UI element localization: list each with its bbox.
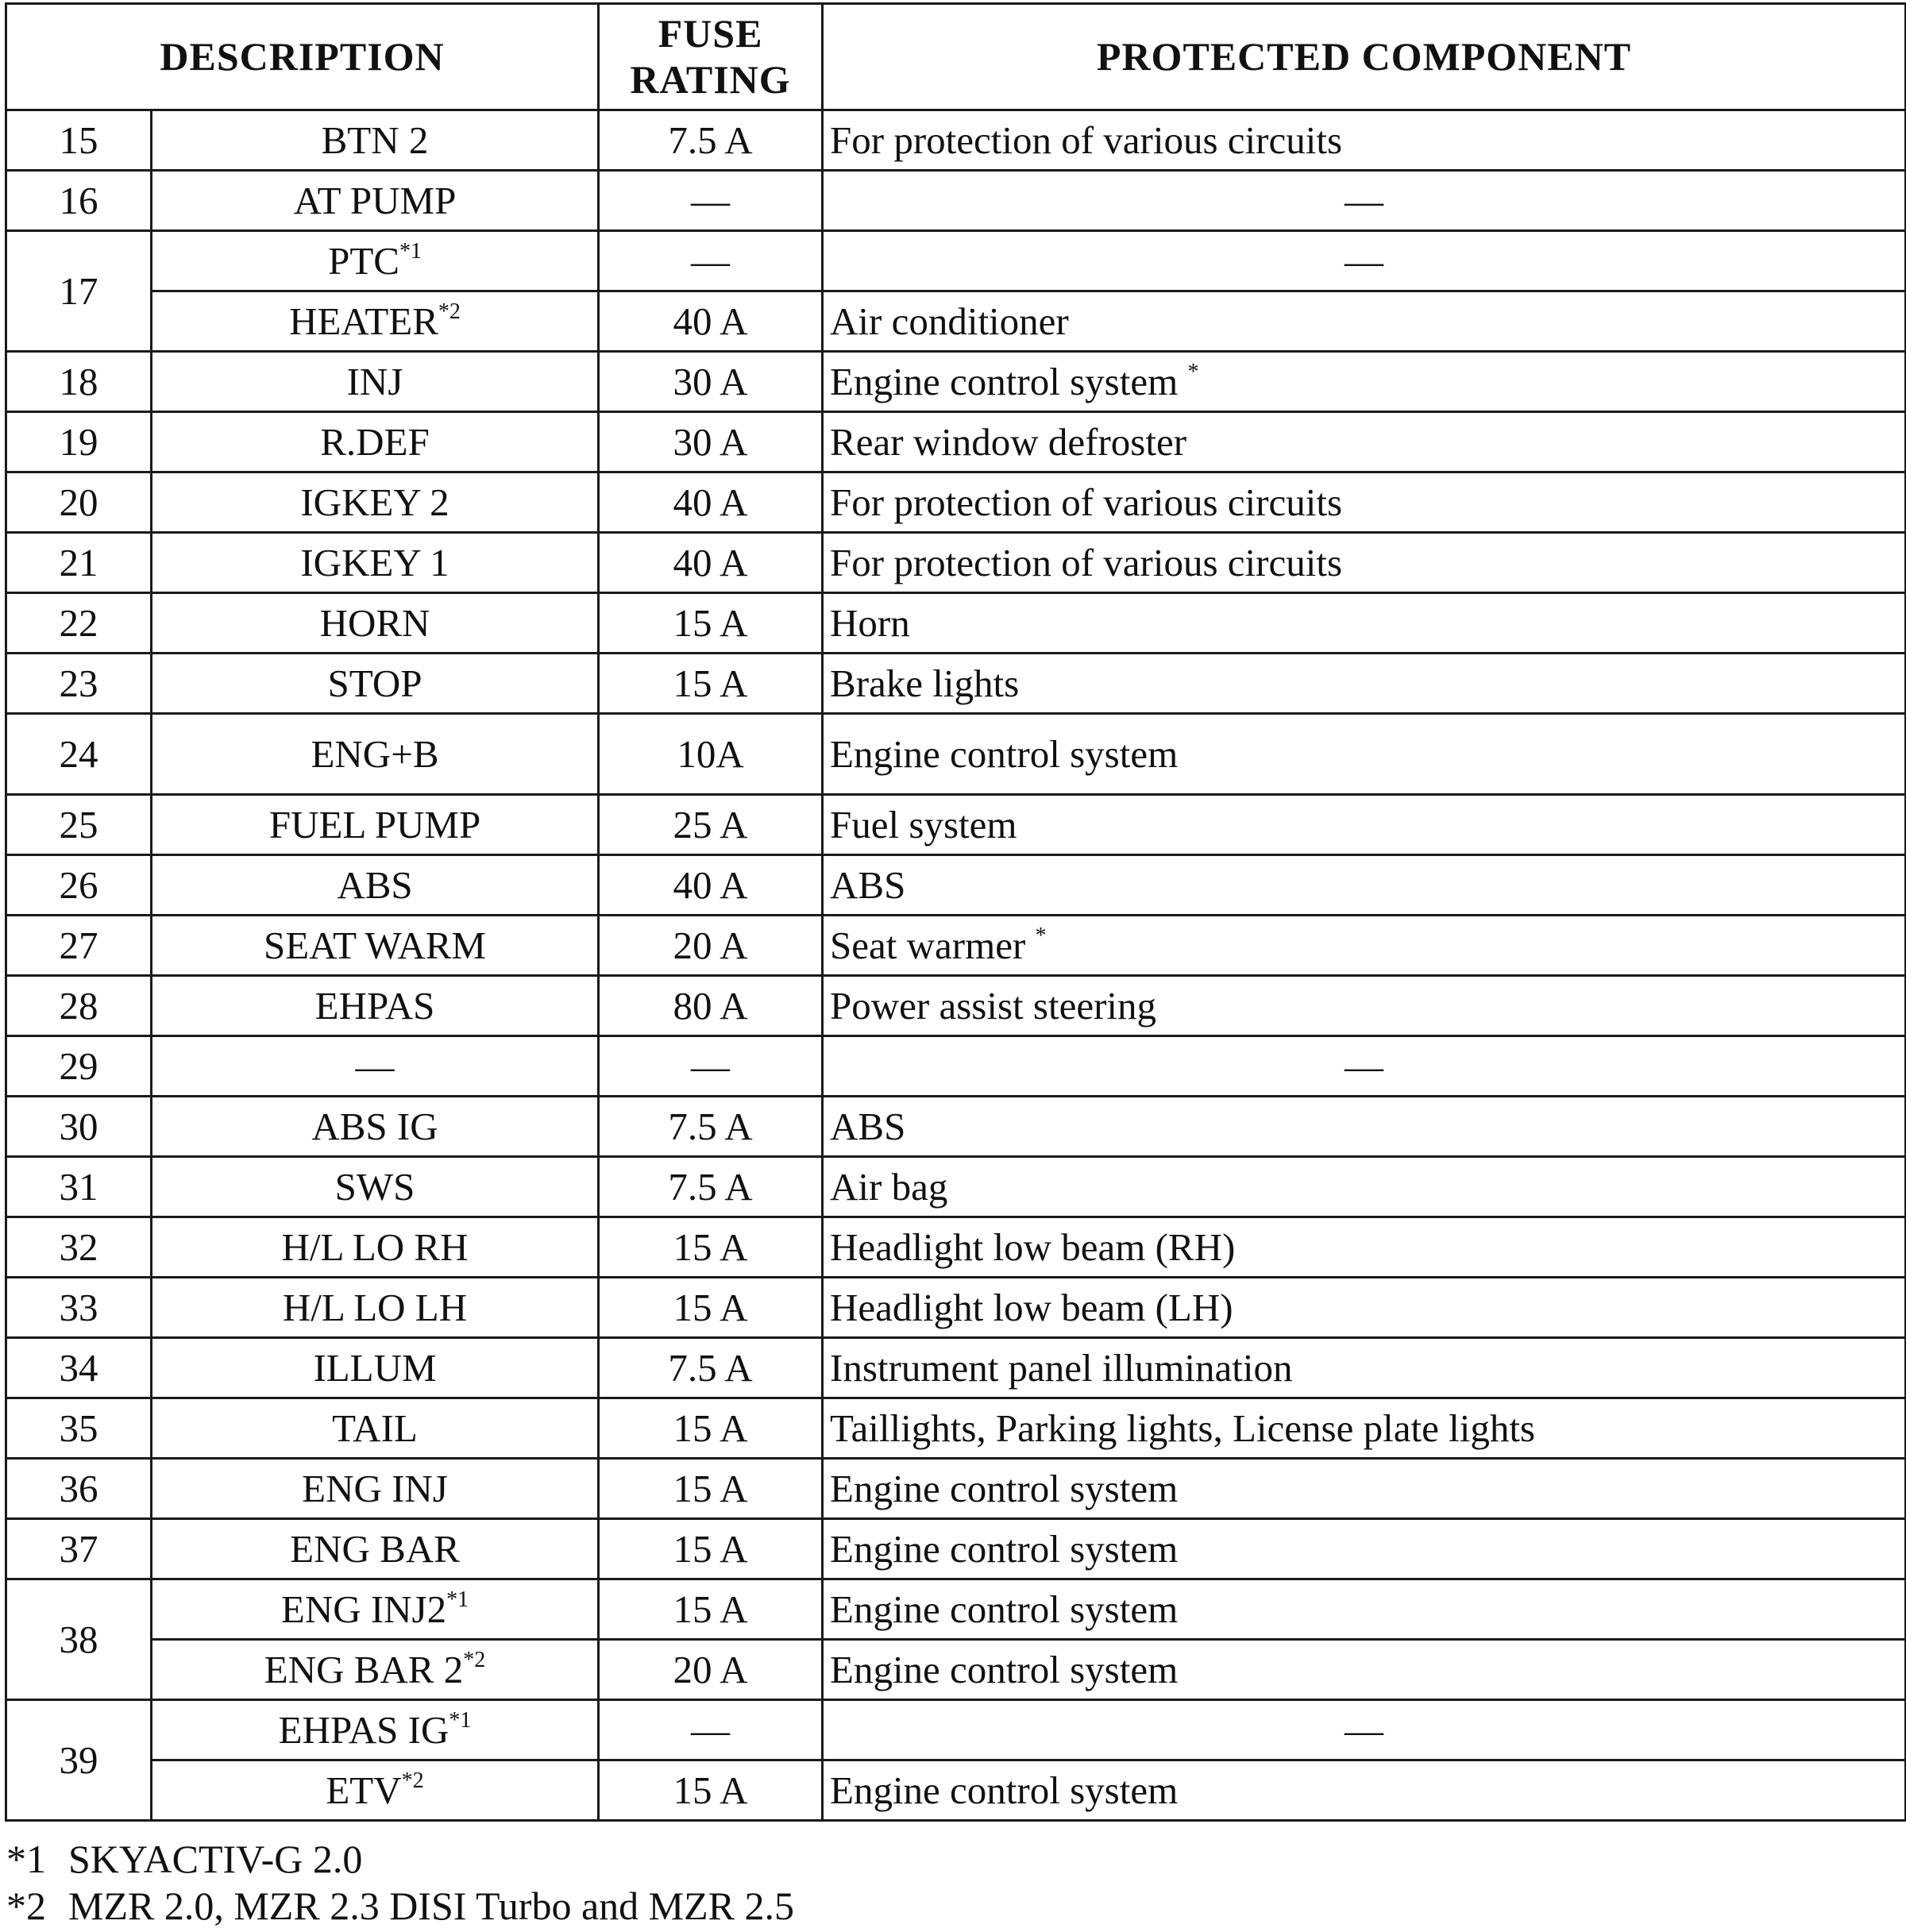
- protected-component-text: —: [1345, 1708, 1384, 1752]
- fuse-number-cell: 21: [6, 533, 152, 593]
- fuse-number-cell: 22: [6, 593, 152, 654]
- footnote-superscript: *2: [438, 299, 461, 324]
- fuse-description-cell: [152, 795, 599, 855]
- fuse-rating-cell: 40 A: [599, 291, 823, 352]
- protected-component-text: Headlight low beam (LH): [830, 1286, 1233, 1329]
- fuse-number-cell: 31: [6, 1157, 152, 1217]
- protected-component-text: Air bag: [830, 1165, 948, 1209]
- protected-component-cell: [823, 916, 1906, 976]
- fuse-description-text: ENG INJ2: [280, 1587, 447, 1631]
- fuse-rating-cell: 10A: [599, 714, 823, 795]
- protected-component-text: Power assist steering: [830, 984, 1157, 1028]
- protected-component-text: Brake lights: [830, 661, 1020, 705]
- fuse-description-cell: [152, 231, 599, 291]
- fuse-number-cell: 18: [6, 352, 152, 412]
- table-row: [6, 1398, 1906, 1459]
- protected-component-text: Engine control system: [830, 732, 1179, 776]
- protected-component-text: For protection of various circuits: [830, 118, 1343, 162]
- protected-component-text: —: [1345, 239, 1384, 283]
- fuse-rating-cell: 20 A: [599, 916, 823, 976]
- fuse-rating-cell: 40 A: [599, 472, 823, 533]
- fuse-description-text: HEATER: [289, 299, 438, 343]
- fuse-description-cell: [152, 916, 599, 976]
- fuse-description-cell: [152, 1459, 599, 1519]
- table-row: [6, 1036, 1906, 1097]
- fuse-number-cell: 35: [6, 1398, 152, 1459]
- protected-component-cell: [823, 1700, 1906, 1760]
- fuse-description-text: IGKEY 2: [300, 480, 449, 524]
- protected-component-cell: [823, 1338, 1906, 1398]
- fuse-description-text: ABS IG: [311, 1105, 438, 1148]
- fuse-rating-cell: —: [599, 1700, 823, 1760]
- table-row: [6, 795, 1906, 855]
- asterisk-mark: *: [1035, 924, 1047, 948]
- fuse-rating-cell: 15 A: [599, 1217, 823, 1278]
- table-row: [6, 654, 1906, 714]
- protected-component-cell: [823, 533, 1906, 593]
- fuse-description-text: SWS: [334, 1165, 415, 1209]
- footnote-marker: *1: [6, 1837, 46, 1881]
- protected-component-cell: [823, 593, 1906, 654]
- fuse-rating-cell: 7.5 A: [599, 1097, 823, 1157]
- fuse-description-cell: [152, 412, 599, 472]
- protected-component-text: For protection of various circuits: [830, 541, 1343, 584]
- fuse-rating-cell: 30 A: [599, 352, 823, 412]
- fuse-description-cell: [152, 1398, 599, 1459]
- protected-component-cell: [823, 1579, 1906, 1640]
- table-row: [6, 714, 1906, 795]
- protected-component-cell: [823, 1217, 1906, 1278]
- protected-component-cell: [823, 110, 1906, 171]
- fuse-rating-cell: 15 A: [599, 1519, 823, 1579]
- protected-component-text: —: [1345, 179, 1384, 222]
- fuse-number-cell: 28: [6, 976, 152, 1036]
- protected-component-text: ABS: [830, 1105, 906, 1148]
- fuse-description-text: ABS: [337, 863, 413, 907]
- table-row: [6, 1338, 1906, 1398]
- footnote-text: SKYACTIV-G 2.0: [68, 1837, 363, 1881]
- fuse-description-text: —: [355, 1044, 395, 1088]
- fuse-description-text: ETV: [326, 1768, 402, 1812]
- protected-component-text: Engine control system: [830, 1587, 1179, 1631]
- fuse-rating-cell: 15 A: [599, 1579, 823, 1640]
- table-row: [6, 352, 1906, 412]
- fuse-description-text: INJ: [346, 360, 403, 403]
- protected-component-cell: [823, 1640, 1906, 1700]
- protected-component-cell: [823, 1097, 1906, 1157]
- protected-component-text: Horn: [830, 601, 910, 645]
- table-row: [6, 110, 1906, 171]
- fuse-description-text: SEAT WARM: [264, 924, 487, 967]
- fuse-rating-cell: 7.5 A: [599, 1157, 823, 1217]
- fuse-description-text: AT PUMP: [293, 179, 457, 222]
- protected-component-text: Rear window defroster: [830, 420, 1187, 464]
- fuse-description-text: H/L LO LH: [282, 1286, 468, 1329]
- fuse-rating-cell: 15 A: [599, 1459, 823, 1519]
- fuse-number-cell: 39: [6, 1700, 152, 1821]
- fuse-description-text: ENG+B: [311, 732, 439, 776]
- table-row: [6, 1640, 1906, 1700]
- protected-component-text: Engine control system: [830, 1467, 1179, 1510]
- fuse-description-text: FUEL PUMP: [268, 803, 481, 846]
- fuse-description-cell: [152, 1760, 599, 1821]
- fuse-description-cell: [152, 1036, 599, 1097]
- fuse-table-body: [6, 110, 1906, 1821]
- fuse-number-cell: 26: [6, 855, 152, 916]
- protected-component-text: Engine control system: [830, 1768, 1179, 1812]
- header-fuse-rating: [599, 4, 823, 110]
- header-fuse-rating-line1: FUSE: [658, 11, 763, 56]
- table-row: [6, 291, 1906, 352]
- fuse-number-cell: 27: [6, 916, 152, 976]
- protected-component-text: Air conditioner: [830, 299, 1069, 343]
- protected-component-text: Engine control system: [830, 1527, 1179, 1571]
- protected-component-text: Seat warmer: [830, 924, 1026, 967]
- fuse-rating-cell: 20 A: [599, 1640, 823, 1700]
- table-row: [6, 976, 1906, 1036]
- protected-component-text: Engine control system: [830, 1648, 1179, 1691]
- header-protected-component: PROTECTED COMPONENT: [823, 4, 1906, 110]
- protected-component-cell: [823, 795, 1906, 855]
- fuse-rating-cell: 40 A: [599, 533, 823, 593]
- header-description: DESCRIPTION: [6, 4, 599, 110]
- fuse-description-cell: [152, 110, 599, 171]
- table-row: [6, 1217, 1906, 1278]
- fuse-number-cell: 23: [6, 654, 152, 714]
- fuse-number-cell: 25: [6, 795, 152, 855]
- fuse-description-cell: [152, 472, 599, 533]
- fuse-number-cell: 30: [6, 1097, 152, 1157]
- fuse-description-text: EHPAS IG: [278, 1708, 449, 1752]
- fuse-rating-cell: 15 A: [599, 593, 823, 654]
- fuse-description-cell: [152, 654, 599, 714]
- fuse-number-cell: 32: [6, 1217, 152, 1278]
- fuse-number-cell: 20: [6, 472, 152, 533]
- fuse-description-text: H/L LO RH: [281, 1225, 469, 1269]
- protected-component-cell: [823, 1519, 1906, 1579]
- fuse-number-cell: 29: [6, 1036, 152, 1097]
- fuse-table: [5, 2, 1906, 1822]
- table-row: [6, 1097, 1906, 1157]
- table-row: [6, 1579, 1906, 1640]
- fuse-rating-cell: 15 A: [599, 1760, 823, 1821]
- fuse-number-cell: 19: [6, 412, 152, 472]
- protected-component-cell: [823, 976, 1906, 1036]
- table-row: [6, 1459, 1906, 1519]
- header-fuse-rating-line2: RATING: [630, 56, 791, 102]
- fuse-number-cell: 33: [6, 1278, 152, 1338]
- fuse-description-text: HORN: [319, 601, 430, 645]
- table-row: [6, 472, 1906, 533]
- fuse-description-text: BTN 2: [321, 118, 429, 162]
- protected-component-text: ABS: [830, 863, 906, 907]
- fuse-description-text: TAIL: [332, 1406, 418, 1450]
- protected-component-cell: [823, 412, 1906, 472]
- fuse-rating-cell: —: [599, 231, 823, 291]
- fuse-description-cell: [152, 1217, 599, 1278]
- footnote-text: MZR 2.0, MZR 2.3 DISI Turbo and MZR 2.5: [68, 1884, 794, 1928]
- protected-component-cell: [823, 231, 1906, 291]
- table-row: [6, 1700, 1906, 1760]
- protected-component-cell: [823, 352, 1906, 412]
- fuse-description-cell: [152, 1700, 599, 1760]
- fuse-rating-cell: —: [599, 1036, 823, 1097]
- table-row: [6, 916, 1906, 976]
- table-row: [6, 1157, 1906, 1217]
- footnote-superscript: *1: [449, 1708, 472, 1733]
- fuse-rating-cell: 15 A: [599, 654, 823, 714]
- fuse-description-text: IGKEY 1: [300, 541, 449, 584]
- fuse-rating-cell: 40 A: [599, 855, 823, 916]
- fuse-description-text: ILLUM: [313, 1346, 437, 1390]
- fuse-number-cell: 24: [6, 714, 152, 795]
- protected-component-text: Fuel system: [830, 803, 1017, 846]
- fuse-rating-cell: 15 A: [599, 1398, 823, 1459]
- fuse-number-cell: 34: [6, 1338, 152, 1398]
- footnote-superscript: *2: [463, 1648, 486, 1672]
- fuse-rating-cell: 30 A: [599, 412, 823, 472]
- protected-component-cell: [823, 1459, 1906, 1519]
- protected-component-cell: [823, 472, 1906, 533]
- protected-component-text: Instrument panel illumination: [830, 1346, 1293, 1390]
- protected-component-cell: [823, 1760, 1906, 1821]
- footnote-superscript: *1: [446, 1587, 469, 1612]
- fuse-number-cell: 38: [6, 1579, 152, 1700]
- footnote-superscript: *1: [399, 239, 422, 264]
- fuse-description-cell: [152, 1278, 599, 1338]
- fuse-number-cell: 16: [6, 171, 152, 231]
- fuse-description-text: ENG INJ: [302, 1467, 448, 1510]
- fuse-rating-cell: —: [599, 171, 823, 231]
- fuse-description-text: R.DEF: [320, 420, 430, 464]
- protected-component-cell: [823, 855, 1906, 916]
- fuse-description-cell: [152, 1338, 599, 1398]
- protected-component-text: Taillights, Parking lights, License plate lights: [830, 1406, 1535, 1450]
- fuse-description-cell: [152, 1157, 599, 1217]
- fuse-description-cell: [152, 593, 599, 654]
- protected-component-cell: [823, 291, 1906, 352]
- table-row: [6, 1760, 1906, 1821]
- fuse-rating-cell: 7.5 A: [599, 1338, 823, 1398]
- fuse-description-cell: [152, 1579, 599, 1640]
- protected-component-cell: [823, 1398, 1906, 1459]
- table-row: [6, 231, 1906, 291]
- fuse-description-cell: [152, 291, 599, 352]
- protected-component-cell: [823, 1157, 1906, 1217]
- protected-component-cell: [823, 1278, 1906, 1338]
- fuse-description-cell: [152, 1097, 599, 1157]
- fuse-description-cell: [152, 352, 599, 412]
- fuse-description-cell: [152, 1640, 599, 1700]
- fuse-rating-cell: 25 A: [599, 795, 823, 855]
- fuse-number-cell: 15: [6, 110, 152, 171]
- fuse-description-cell: [152, 714, 599, 795]
- protected-component-cell: [823, 1036, 1906, 1097]
- fuse-rating-cell: 15 A: [599, 1278, 823, 1338]
- fuse-description-text: EHPAS: [314, 984, 435, 1028]
- fuse-description-cell: [152, 171, 599, 231]
- fuse-rating-cell: 80 A: [599, 976, 823, 1036]
- protected-component-text: Engine control system: [830, 360, 1179, 403]
- protected-component-text: For protection of various circuits: [830, 480, 1343, 524]
- footnote-2: [6, 1886, 794, 1926]
- table-row: [6, 171, 1906, 231]
- footnote-marker: *2: [6, 1884, 46, 1928]
- table-row: [6, 533, 1906, 593]
- table-row: [6, 1519, 1906, 1579]
- table-row: [6, 412, 1906, 472]
- table-row: [6, 855, 1906, 916]
- fuse-description-cell: [152, 976, 599, 1036]
- protected-component-text: —: [1345, 1044, 1384, 1088]
- fuse-number-cell: 17: [6, 231, 152, 352]
- fuse-description-text: ENG BAR 2: [264, 1648, 464, 1691]
- protected-component-cell: [823, 171, 1906, 231]
- protected-component-cell: [823, 714, 1906, 795]
- footnote-1: [6, 1839, 362, 1879]
- fuse-rating-cell: 7.5 A: [599, 110, 823, 171]
- asterisk-mark: *: [1187, 360, 1199, 384]
- fuse-description-text: PTC: [328, 239, 399, 283]
- footnote-superscript: *2: [401, 1768, 424, 1793]
- fuse-number-cell: 37: [6, 1519, 152, 1579]
- fuse-description-cell: [152, 855, 599, 916]
- fuse-description-text: ENG BAR: [290, 1527, 460, 1571]
- fuse-number-cell: 36: [6, 1459, 152, 1519]
- fuse-description-cell: [152, 1519, 599, 1579]
- header-row: [6, 4, 1906, 110]
- table-row: [6, 1278, 1906, 1338]
- protected-component-text: Headlight low beam (RH): [830, 1225, 1236, 1269]
- fuse-description-text: STOP: [327, 661, 422, 705]
- protected-component-cell: [823, 654, 1906, 714]
- fuse-description-cell: [152, 533, 599, 593]
- table-row: [6, 593, 1906, 654]
